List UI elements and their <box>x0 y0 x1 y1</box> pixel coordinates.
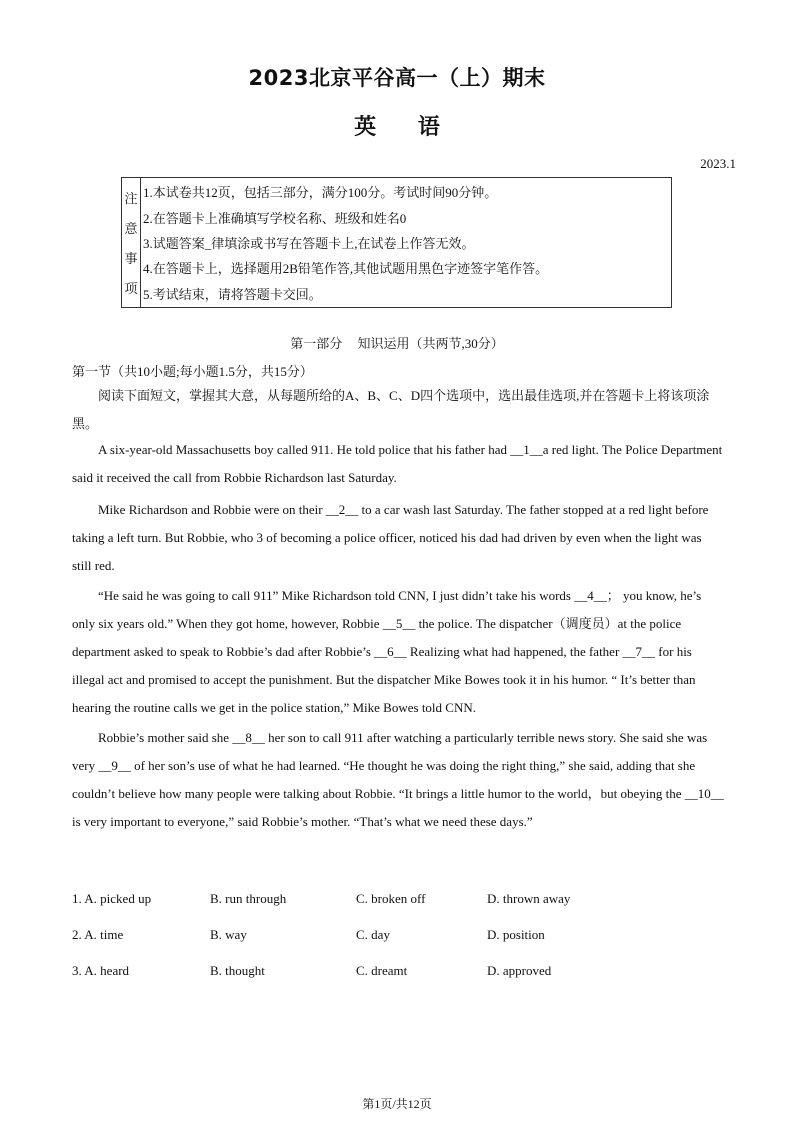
option-b[interactable]: B. way <box>210 927 247 942</box>
instructions: 阅读下面短文，掌握其大意，从每题所给的A、B、C、D四个选项中，选出最佳选项,并在答题卡上将该项涂黑。 <box>72 388 710 431</box>
notice-item: 5.考试结束，请将答题卡交回。 <box>143 286 322 302</box>
notice-item: 1.本试卷共12页，包括三部分，满分100分。考试时间90分钟。 <box>143 185 498 201</box>
notice-box <box>121 177 672 308</box>
option-b[interactable]: B. thought <box>210 963 265 978</box>
notice-items <box>141 178 671 307</box>
notice-label-char: 事 <box>124 251 138 267</box>
passage-paragraph-3: “He said he was going to call 911” Mike Richardson told CNN, I just didn’t take his words __4__； you know, he’s only six years old.” When they got home, however, Robbie __5__ the police. The dispatcher（调度员）at the police department asked to speak to Robbie’s dad after Robbie’s __6__ Realizing what had happened, the father __7__ for his illegal act and promised to accept the punishment. But the dispatcher Mike Bowes took it in his humor. “ It’s better than hearing the routine calls we get in the police station,” Mike Bowes told CNN. <box>72 588 702 715</box>
section-heading: 第一节（共10小题;每小题1.5分，共15分） <box>72 364 313 379</box>
option-a[interactable]: 3. A. heard <box>72 963 130 978</box>
exam-title: 2023北京平谷高一（上）期末 <box>248 66 546 90</box>
notice-label-char: 注 <box>124 190 138 206</box>
option-a[interactable]: 1. A. picked up <box>72 891 152 906</box>
question-options-1 <box>72 891 732 909</box>
option-c[interactable]: C. dreamt <box>356 963 408 978</box>
option-d[interactable]: D. approved <box>487 963 552 978</box>
option-d[interactable]: D. position <box>487 927 545 942</box>
part-heading: 第一部分 知识运用（共两节,30分） <box>290 336 504 351</box>
option-d[interactable]: D. thrown away <box>487 891 571 906</box>
passage-paragraph-2: Mike Richardson and Robbie were on their __2__ to a car wash last Saturday. The father stopped at a red light before taking a left turn. But Robbie, who 3 of becoming a police officer, noticed his dad had driven by even when the light was still red. <box>72 502 709 573</box>
notice-item: 2.在答题卡上准确填写学校名称、班级和姓名0 <box>143 210 407 226</box>
option-c[interactable]: C. day <box>356 927 390 942</box>
question-options-2 <box>72 927 732 945</box>
question-options-3 <box>72 963 732 981</box>
option-a[interactable]: 2. A. time <box>72 927 124 942</box>
notice-label-char: 项 <box>124 281 138 297</box>
notice-item: 4.在答题卡上，选择题用2B铅笔作答,其他试题用黑色字迹签字笔作答。 <box>143 261 549 277</box>
exam-date: 2023.1 <box>700 156 736 171</box>
notice-label <box>122 178 141 307</box>
option-b[interactable]: B. run through <box>210 891 287 906</box>
subject-title: 英 语 <box>354 115 440 140</box>
passage-paragraph-1: A six-year-old Massachusetts boy called 911. He told police that his father had __1__a red light. The Police Department said it received the call from Robbie Richardson last Saturday. <box>72 442 723 485</box>
option-c[interactable]: C. broken off <box>356 891 426 906</box>
passage-paragraph-4: Robbie’s mother said she __8__ her son to call 911 after watching a particularly terrible news story. She said she was very __9__ of her son’s use of what he had learned. “He thought he was doing the right thing,” she said, adding that she couldn’t believe how many people were talking about Robbie. “It brings a little humor to the world，but obeying the __10__ is very important to everyone,” said Robbie’s mother. “That’s what we need these days.” <box>72 730 724 829</box>
page-footer: 第1页/共12页 <box>362 1097 432 1111</box>
notice-item: 3.试题答案_律填涂或书写在答题卡上,在试卷上作答无效。 <box>143 235 475 251</box>
notice-label-char: 意 <box>124 220 138 236</box>
